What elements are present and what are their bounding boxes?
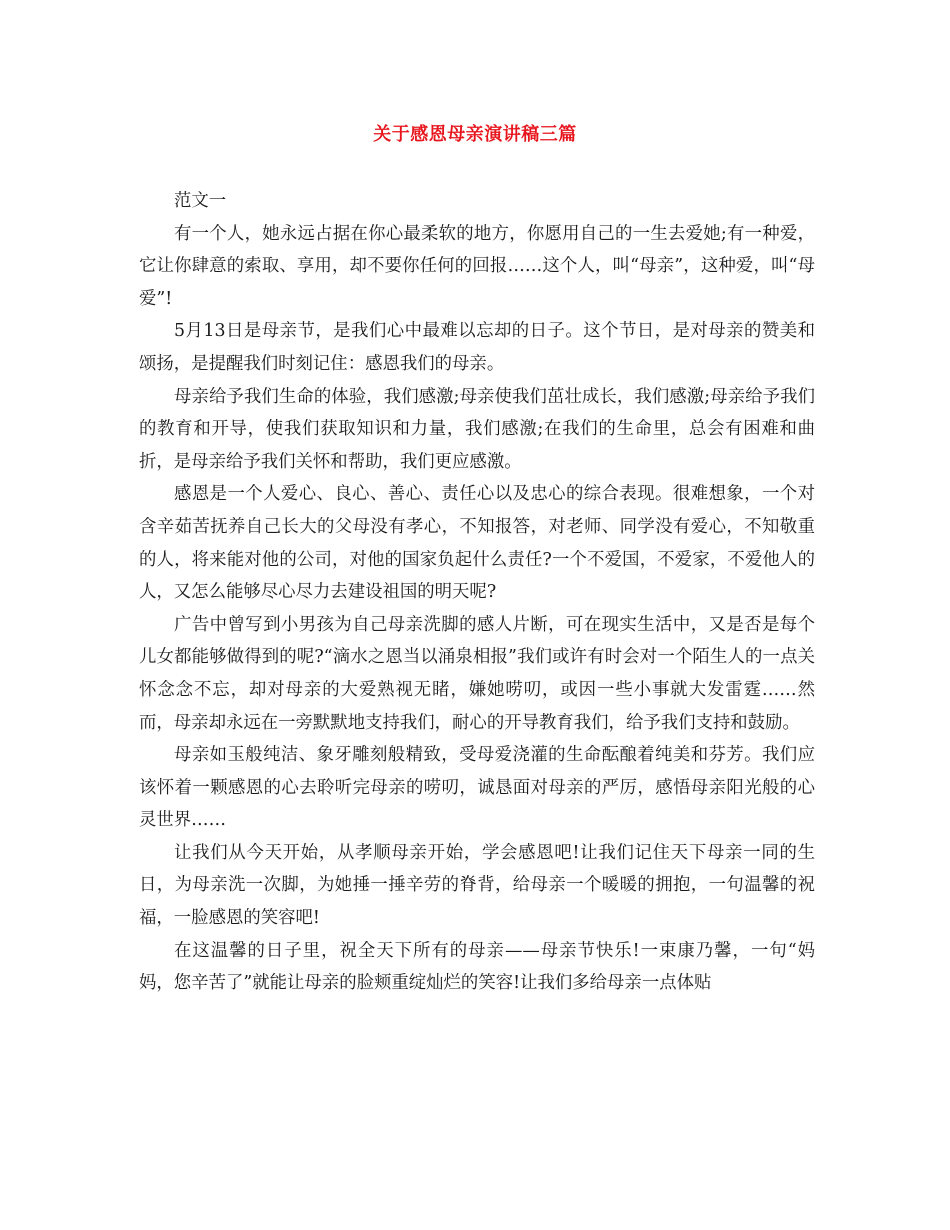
paragraph: 感恩是一个人爱心、良心、善心、责任心以及忠心的综合表现。很难想象，一个对含辛茹苦抚养自己长大的父母没有孝心，不知报答，对老师、同学没有爱心，不知敬重的人，将来能对他的公司，对他的国家负起什么责任?一个不爱国，不爱家，不爱他人的人，又怎么能够尽心尽力去建设祖国的明天呢? — [139, 484, 815, 603]
paragraph: 有一个人，她永远占据在你心最柔软的地方，你愿用自己的一生去爱她;有一种爱，它让你肆意的索取、享用，却不要你任何的回报……这个人，叫“母亲”，这种爱，叫“母爱”! — [139, 223, 815, 309]
paragraph: 母亲如玉般纯洁、象牙雕刻般精致，受母爱浇灌的生命酝酿着纯美和芬芳。我们应该怀着一颗感恩的心去聆听完母亲的唠叨，诚恳面对母亲的严厉，感悟母亲阳光般的心灵世界…… — [139, 745, 815, 831]
document-title: 关于感恩母亲演讲稿三篇 — [373, 124, 577, 145]
paragraph: 让我们从今天开始，从孝顺母亲开始，学会感恩吧!让我们记住天下母亲一同的生日，为母亲洗一次脚，为她捶一捶辛劳的脊背，给母亲一个暖暖的拥抱，一句温馨的祝福，一脸感恩的笑容吧! — [139, 842, 815, 929]
paragraph: 在这温馨的日子里，祝全天下所有的母亲——母亲节快乐!一束康乃馨，一句“妈妈，您辛苦了”就能让母亲的脸颊重绽灿烂的笑容!让我们多给母亲一点体贴 — [139, 940, 815, 994]
paragraph: 广告中曾写到小男孩为自己母亲洗脚的感人片断，可在现实生活中，又是否是每个儿女都能够做得到的呢?“滴水之恩当以涌泉相报”我们或许有时会对一个陌生人的一点关怀念念不忘，却对母亲的大爱熟视无睹，嫌她唠叨，或因一些小事就大发雷霆……然而，母亲却永远在一旁默默地支持我们，耐心的开导教育我们，给予我们支持和鼓励。 — [139, 614, 815, 733]
document-body — [139, 185, 815, 1000]
section-label: 范文一 — [174, 191, 227, 211]
paragraph: 母亲给予我们生命的体验，我们感激;母亲使我们茁壮成长，我们感激;母亲给予我们的教育和开导，使我们获取知识和力量，我们感激;在我们的生命里，总会有困难和曲折，是母亲给予我们关怀和帮助，我们更应感激。 — [139, 386, 815, 472]
paragraph: 5月13日是母亲节，是我们心中最难以忘却的日子。这个节日，是对母亲的赞美和颂扬，是提醒我们时刻记住：感恩我们的母亲。 — [139, 321, 815, 374]
